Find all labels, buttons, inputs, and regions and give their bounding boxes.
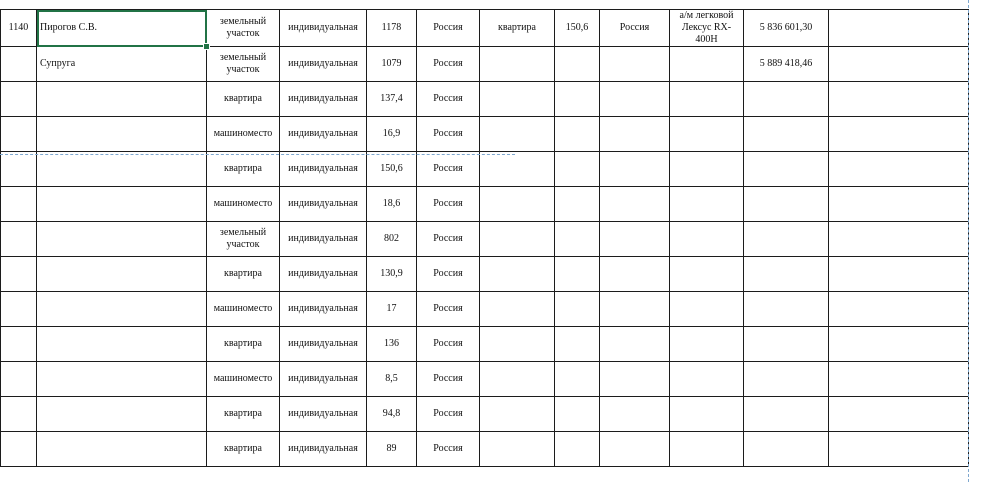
fill-handle[interactable] (203, 43, 210, 50)
cell-country[interactable]: Россия (417, 10, 480, 47)
cell-number[interactable] (1, 222, 37, 257)
cell-income[interactable]: 5 836 601,30 (744, 10, 829, 47)
cell-area[interactable]: 17 (367, 292, 417, 327)
cell-use-country[interactable] (600, 82, 670, 117)
cell-income[interactable] (744, 292, 829, 327)
cell-vehicle[interactable] (670, 222, 744, 257)
cell-ownership[interactable]: индивидуальная (280, 257, 367, 292)
cell-use-country[interactable] (600, 362, 670, 397)
cell-extra[interactable] (829, 152, 969, 187)
cell-income[interactable] (744, 397, 829, 432)
cell-use-country[interactable] (600, 47, 670, 82)
table-row (1, 187, 969, 222)
cell-number[interactable] (1, 292, 37, 327)
cell-name[interactable] (37, 82, 207, 117)
cell-country[interactable]: Россия (417, 257, 480, 292)
cell-number[interactable] (1, 257, 37, 292)
cell-area[interactable]: 1079 (367, 47, 417, 82)
cell-extra[interactable] (829, 397, 969, 432)
cell-use-area[interactable] (555, 397, 600, 432)
cell-property-type[interactable]: квартира (207, 152, 280, 187)
cell-country[interactable]: Россия (417, 362, 480, 397)
cell-ownership[interactable]: индивидуальная (280, 327, 367, 362)
cell-property-type[interactable]: земельный участок (207, 222, 280, 257)
cell-property-type[interactable]: квартира (207, 397, 280, 432)
table-row (1, 397, 969, 432)
cell-use-property-type[interactable] (480, 432, 555, 467)
cell-property-type[interactable]: квартира (207, 82, 280, 117)
cell-ownership[interactable]: индивидуальная (280, 47, 367, 82)
cell-number[interactable] (1, 397, 37, 432)
cell-country[interactable]: Россия (417, 82, 480, 117)
cell-extra[interactable] (829, 292, 969, 327)
cell-extra[interactable] (829, 47, 969, 82)
cell-income[interactable] (744, 222, 829, 257)
cell-use-country[interactable] (600, 292, 670, 327)
cell-use-property-type[interactable] (480, 327, 555, 362)
cell-country[interactable]: Россия (417, 187, 480, 222)
cell-property-type[interactable]: машиноместо (207, 117, 280, 152)
cell-use-area[interactable] (555, 362, 600, 397)
cell-name[interactable]: Супруга (37, 47, 207, 82)
cell-extra[interactable] (829, 327, 969, 362)
cell-use-property-type[interactable] (480, 152, 555, 187)
cell-income[interactable] (744, 187, 829, 222)
cell-income[interactable] (744, 362, 829, 397)
cell-area[interactable]: 18,6 (367, 187, 417, 222)
cell-name[interactable]: Пирогов С.В. (37, 10, 207, 47)
table-row (1, 10, 969, 47)
cell-vehicle[interactable] (670, 117, 744, 152)
cell-vehicle[interactable]: а/м легковой Лексус RX-400H (670, 10, 744, 47)
cell-use-country[interactable] (600, 117, 670, 152)
cell-income[interactable] (744, 117, 829, 152)
cell-ownership[interactable]: индивидуальная (280, 187, 367, 222)
cell-property-type[interactable]: квартира (207, 432, 280, 467)
cell-income[interactable] (744, 327, 829, 362)
cell-vehicle[interactable] (670, 47, 744, 82)
cell-use-property-type[interactable] (480, 257, 555, 292)
cell-extra[interactable] (829, 117, 969, 152)
cell-area[interactable]: 130,9 (367, 257, 417, 292)
cell-use-country[interactable] (600, 327, 670, 362)
cell-country[interactable]: Россия (417, 432, 480, 467)
cell-income[interactable]: 5 889 418,46 (744, 47, 829, 82)
cell-property-type[interactable]: земельный участок (207, 47, 280, 82)
cell-number[interactable] (1, 362, 37, 397)
cell-number[interactable] (1, 432, 37, 467)
cell-ownership[interactable]: индивидуальная (280, 432, 367, 467)
table-row (1, 432, 969, 467)
cell-extra[interactable] (829, 187, 969, 222)
cell-ownership[interactable]: индивидуальная (280, 117, 367, 152)
cell-vehicle[interactable] (670, 432, 744, 467)
cell-area[interactable]: 89 (367, 432, 417, 467)
cell-use-country[interactable] (600, 257, 670, 292)
cell-ownership[interactable]: индивидуальная (280, 397, 367, 432)
cell-use-country[interactable] (600, 187, 670, 222)
cell-vehicle[interactable] (670, 327, 744, 362)
table-row (1, 292, 969, 327)
cell-extra[interactable] (829, 362, 969, 397)
cell-vehicle[interactable] (670, 82, 744, 117)
cell-number[interactable] (1, 47, 37, 82)
cell-extra[interactable] (829, 82, 969, 117)
cell-number[interactable] (1, 117, 37, 152)
cell-extra[interactable] (829, 257, 969, 292)
cell-use-area[interactable] (555, 117, 600, 152)
cell-area[interactable]: 94,8 (367, 397, 417, 432)
cell-name[interactable] (37, 117, 207, 152)
cell-area[interactable]: 16,9 (367, 117, 417, 152)
cell-vehicle[interactable] (670, 397, 744, 432)
cell-extra[interactable] (829, 432, 969, 467)
cell-name[interactable] (37, 152, 207, 187)
cell-use-area[interactable] (555, 187, 600, 222)
cell-property-type[interactable]: машиноместо (207, 362, 280, 397)
cell-use-area[interactable] (555, 327, 600, 362)
page-break-horizontal (0, 154, 515, 155)
cell-use-property-type[interactable] (480, 117, 555, 152)
cell-extra[interactable] (829, 222, 969, 257)
cell-income[interactable] (744, 432, 829, 467)
table-row (1, 47, 969, 82)
cell-ownership[interactable]: индивидуальная (280, 292, 367, 327)
cell-name[interactable] (37, 327, 207, 362)
cell-use-area[interactable] (555, 152, 600, 187)
cell-name[interactable] (37, 432, 207, 467)
table-row (1, 152, 969, 187)
declaration-table (0, 9, 969, 467)
cell-name[interactable] (37, 257, 207, 292)
table-row (1, 362, 969, 397)
cell-use-area[interactable] (555, 222, 600, 257)
cell-income[interactable] (744, 257, 829, 292)
table-row (1, 82, 969, 117)
cell-number[interactable]: 1140 (1, 10, 37, 47)
cell-country[interactable]: Россия (417, 327, 480, 362)
cell-use-property-type[interactable] (480, 292, 555, 327)
cell-name[interactable] (37, 292, 207, 327)
cell-number[interactable] (1, 187, 37, 222)
cell-vehicle[interactable] (670, 152, 744, 187)
cell-country[interactable]: Россия (417, 152, 480, 187)
cell-name[interactable] (37, 397, 207, 432)
cell-use-country[interactable] (600, 222, 670, 257)
cell-name[interactable] (37, 187, 207, 222)
cell-country[interactable]: Россия (417, 397, 480, 432)
cell-use-property-type[interactable] (480, 187, 555, 222)
cell-property-type[interactable]: квартира (207, 327, 280, 362)
cell-use-country[interactable] (600, 432, 670, 467)
cell-number[interactable] (1, 152, 37, 187)
table-row (1, 222, 969, 257)
cell-income[interactable] (744, 82, 829, 117)
cell-property-type[interactable]: машиноместо (207, 292, 280, 327)
cell-country[interactable]: Россия (417, 117, 480, 152)
cell-use-property-type[interactable] (480, 222, 555, 257)
cell-use-area[interactable] (555, 257, 600, 292)
cell-vehicle[interactable] (670, 257, 744, 292)
cell-area[interactable]: 137,4 (367, 82, 417, 117)
cell-ownership[interactable]: индивидуальная (280, 222, 367, 257)
cell-use-country[interactable]: Россия (600, 10, 670, 47)
cell-use-property-type[interactable] (480, 47, 555, 82)
cell-income[interactable] (744, 152, 829, 187)
cell-use-property-type[interactable]: квартира (480, 10, 555, 47)
cell-vehicle[interactable] (670, 187, 744, 222)
cell-use-area[interactable]: 150,6 (555, 10, 600, 47)
cell-use-area[interactable] (555, 47, 600, 82)
cell-use-country[interactable] (600, 152, 670, 187)
cell-use-property-type[interactable] (480, 362, 555, 397)
cell-ownership[interactable]: индивидуальная (280, 152, 367, 187)
cell-area[interactable]: 1178 (367, 10, 417, 47)
cell-area[interactable]: 8,5 (367, 362, 417, 397)
cell-use-property-type[interactable] (480, 397, 555, 432)
cell-property-type[interactable]: земельный участок (207, 10, 280, 47)
cell-number[interactable] (1, 327, 37, 362)
cell-property-type[interactable]: квартира (207, 257, 280, 292)
cell-use-property-type[interactable] (480, 82, 555, 117)
cell-ownership[interactable]: индивидуальная (280, 82, 367, 117)
cell-property-type[interactable]: машиноместо (207, 187, 280, 222)
cell-extra[interactable] (829, 10, 969, 47)
cell-vehicle[interactable] (670, 292, 744, 327)
cell-name[interactable] (37, 362, 207, 397)
cell-country[interactable]: Россия (417, 47, 480, 82)
cell-area[interactable]: 150,6 (367, 152, 417, 187)
table-row (1, 117, 969, 152)
cell-use-area[interactable] (555, 292, 600, 327)
cell-vehicle[interactable] (670, 362, 744, 397)
table-row (1, 327, 969, 362)
cell-use-country[interactable] (600, 397, 670, 432)
cell-use-area[interactable] (555, 432, 600, 467)
table-row (1, 257, 969, 292)
cell-area[interactable]: 136 (367, 327, 417, 362)
cell-country[interactable]: Россия (417, 292, 480, 327)
cell-number[interactable] (1, 82, 37, 117)
page-break-vertical (968, 0, 969, 482)
cell-ownership[interactable]: индивидуальная (280, 10, 367, 47)
cell-use-area[interactable] (555, 82, 600, 117)
cell-area[interactable]: 802 (367, 222, 417, 257)
cell-country[interactable]: Россия (417, 222, 480, 257)
cell-name[interactable] (37, 222, 207, 257)
cell-ownership[interactable]: индивидуальная (280, 362, 367, 397)
